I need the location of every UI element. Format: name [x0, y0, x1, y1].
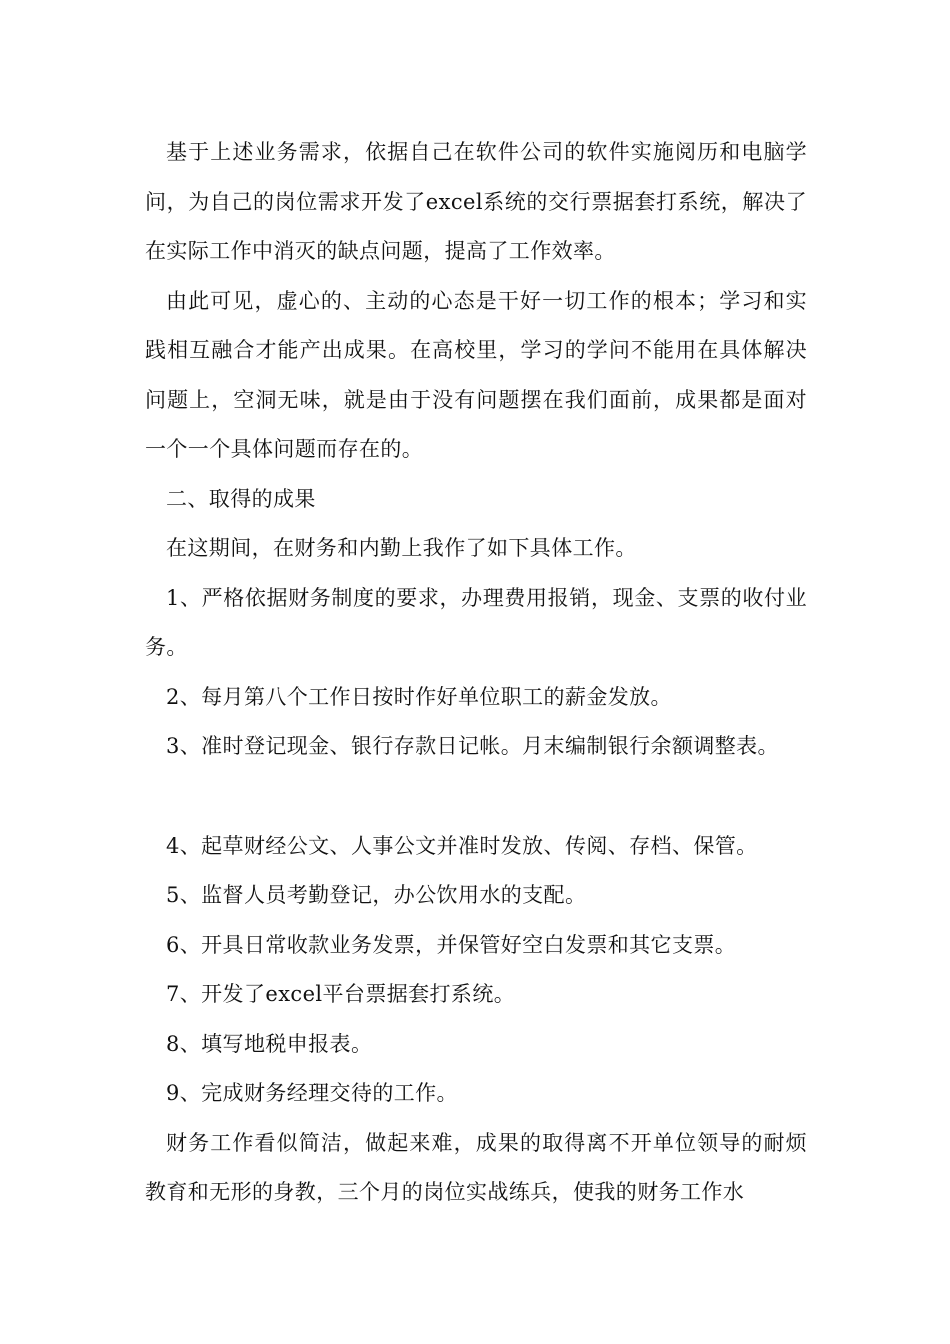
list-item-7: 7、开发了excel平台票据套打系统。: [166, 982, 516, 1006]
list-item-6: 6、开具日常收款业务发票，并保管好空白发票和其它支票。: [166, 932, 737, 957]
list-item-2: 2、每月第八个工作日按时作好单位职工的薪金发放。: [166, 684, 672, 709]
list-item-1: 1、严格依据财务制度的要求，办理费用报销，现金、支票的收付业务。: [145, 585, 807, 659]
list-item-5: 5、监督人员考勤登记，办公饮用水的支配。: [166, 883, 587, 907]
paragraph-1: 基于上述业务需求，依据自己在软件公司的软件实施阅历和电脑学问，为自己的岗位需求开发了excel系统的交行票据套打系统，解决了在实际工作中消灭的缺点问题，提高了工作效率。: [145, 140, 807, 263]
blank-line: [145, 772, 807, 822]
document-body: [145, 128, 807, 1218]
paragraph-2: 由此可见，虚心的、主动的心态是干好一切工作的根本；学习和实践相互融合才能产出成果。在高校里，学习的学问不能用在具体解决问题上，空洞无味，就是由于没有问题摆在我们面前，成果都是面对一个一个具体问题而存在的。: [145, 288, 807, 461]
section-heading: 二、取得的成果: [166, 486, 316, 511]
list-item-3: 3、准时登记现金、银行存款日记帐。月末编制银行余额调整表。: [166, 734, 779, 758]
list-item-8: 8、填写地税申报表。: [166, 1031, 373, 1056]
list-item-9: 9、完成财务经理交待的工作。: [166, 1081, 458, 1105]
paragraph-final: 财务工作看似简洁，做起来难，成果的取得离不开单位领导的耐烦教育和无形的身教，三个月的岗位实战练兵，使我的财务工作水: [145, 1130, 807, 1204]
paragraph-3: 在这期间，在财务和内勤上我作了如下具体工作。: [166, 536, 637, 560]
list-item-4: 4、起草财经公文、人事公文并准时发放、传阅、存档、保管。: [166, 833, 758, 858]
